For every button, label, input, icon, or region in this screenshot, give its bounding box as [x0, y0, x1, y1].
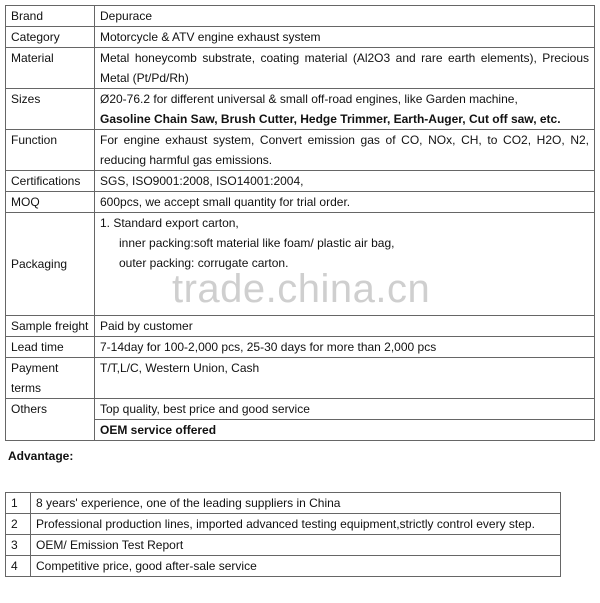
advantage-num: 1 — [6, 493, 31, 514]
packaging-line-1: 1. Standard export carton, — [100, 216, 239, 230]
spec-table — [5, 5, 595, 441]
spec-key-lead-time: Lead time — [6, 337, 95, 358]
table-row — [6, 337, 595, 358]
table-row — [6, 493, 561, 514]
sizes-line: Ø20-76.2 for different universal & small off-road engines, like Garden machine, — [100, 92, 518, 106]
table-row — [6, 316, 595, 337]
spec-value-material: Metal honeycomb substrate, coating material (Al2O3 and rare earth elements), Precious Metal (Pt/Pd/Rh) — [95, 48, 595, 89]
table-row — [6, 213, 595, 316]
advantage-text: Competitive price, good after-sale service — [31, 556, 561, 577]
spec-value-packaging — [95, 213, 595, 316]
spec-key-sizes: Sizes — [6, 89, 95, 130]
advantage-title: Advantage: — [8, 449, 74, 463]
spec-value-brand: Depurace — [95, 6, 595, 27]
packaging-line-2: inner packing:soft material like foam/ plastic air bag, — [119, 236, 395, 250]
spec-value-payment-terms: T/T,L/C, Western Union, Cash — [95, 358, 595, 399]
spec-key-category: Category — [6, 27, 95, 48]
spec-key-moq: MOQ — [6, 192, 95, 213]
sizes-bold-line: Gasoline Chain Saw, Brush Cutter, Hedge Trimmer, Earth-Auger, Cut off saw, etc. — [100, 112, 561, 126]
spec-value-others: Top quality, best price and good service — [95, 399, 595, 420]
table-row — [6, 420, 595, 441]
advantage-num: 2 — [6, 514, 31, 535]
table-row — [6, 556, 561, 577]
spec-key-packaging: Packaging — [6, 213, 95, 316]
spec-value-certifications: SGS, ISO9001:2008, ISO14001:2004, — [95, 171, 595, 192]
advantage-text: 8 years' experience, one of the leading suppliers in China — [31, 493, 561, 514]
table-row — [6, 171, 595, 192]
advantage-table — [5, 492, 561, 577]
spec-value-category: Motorcycle & ATV engine exhaust system — [95, 27, 595, 48]
spec-value-moq: 600pcs, we accept small quantity for trial order. — [95, 192, 595, 213]
table-row — [6, 358, 595, 399]
table-row — [6, 514, 561, 535]
spec-key-certifications: Certifications — [6, 171, 95, 192]
spec-value-lead-time: 7-14day for 100-2,000 pcs, 25-30 days for more than 2,000 pcs — [95, 337, 595, 358]
spec-key-function: Function — [6, 130, 95, 171]
spec-value-oem: OEM service offered — [95, 420, 595, 441]
advantage-num: 3 — [6, 535, 31, 556]
spec-value-function: For engine exhaust system, Convert emission gas of CO, NOx, CH, to CO2, H2O, N2, reducing harmful gas emissions. — [95, 130, 595, 171]
spec-value-sample-freight: Paid by customer — [95, 316, 595, 337]
spec-key-material: Material — [6, 48, 95, 89]
table-row — [6, 192, 595, 213]
packaging-line-3: outer packing: corrugate carton. — [119, 256, 289, 270]
table-row — [6, 48, 595, 89]
table-row — [6, 6, 595, 27]
table-row — [6, 89, 595, 130]
table-row — [6, 130, 595, 171]
advantage-text: OEM/ Emission Test Report — [31, 535, 561, 556]
table-row — [6, 535, 561, 556]
advantage-text: Professional production lines, imported advanced testing equipment,strictly control every step. — [31, 514, 561, 535]
watermark: trade.china.cn — [172, 267, 431, 311]
spec-key-payment-terms: Payment terms — [6, 358, 95, 399]
spec-key-brand: Brand — [6, 6, 95, 27]
table-row — [6, 399, 595, 420]
table-row — [6, 27, 595, 48]
spec-key-others: Others — [6, 399, 95, 441]
spec-key-sample-freight: Sample freight — [6, 316, 95, 337]
spec-value-sizes — [95, 89, 595, 130]
advantage-num: 4 — [6, 556, 31, 577]
